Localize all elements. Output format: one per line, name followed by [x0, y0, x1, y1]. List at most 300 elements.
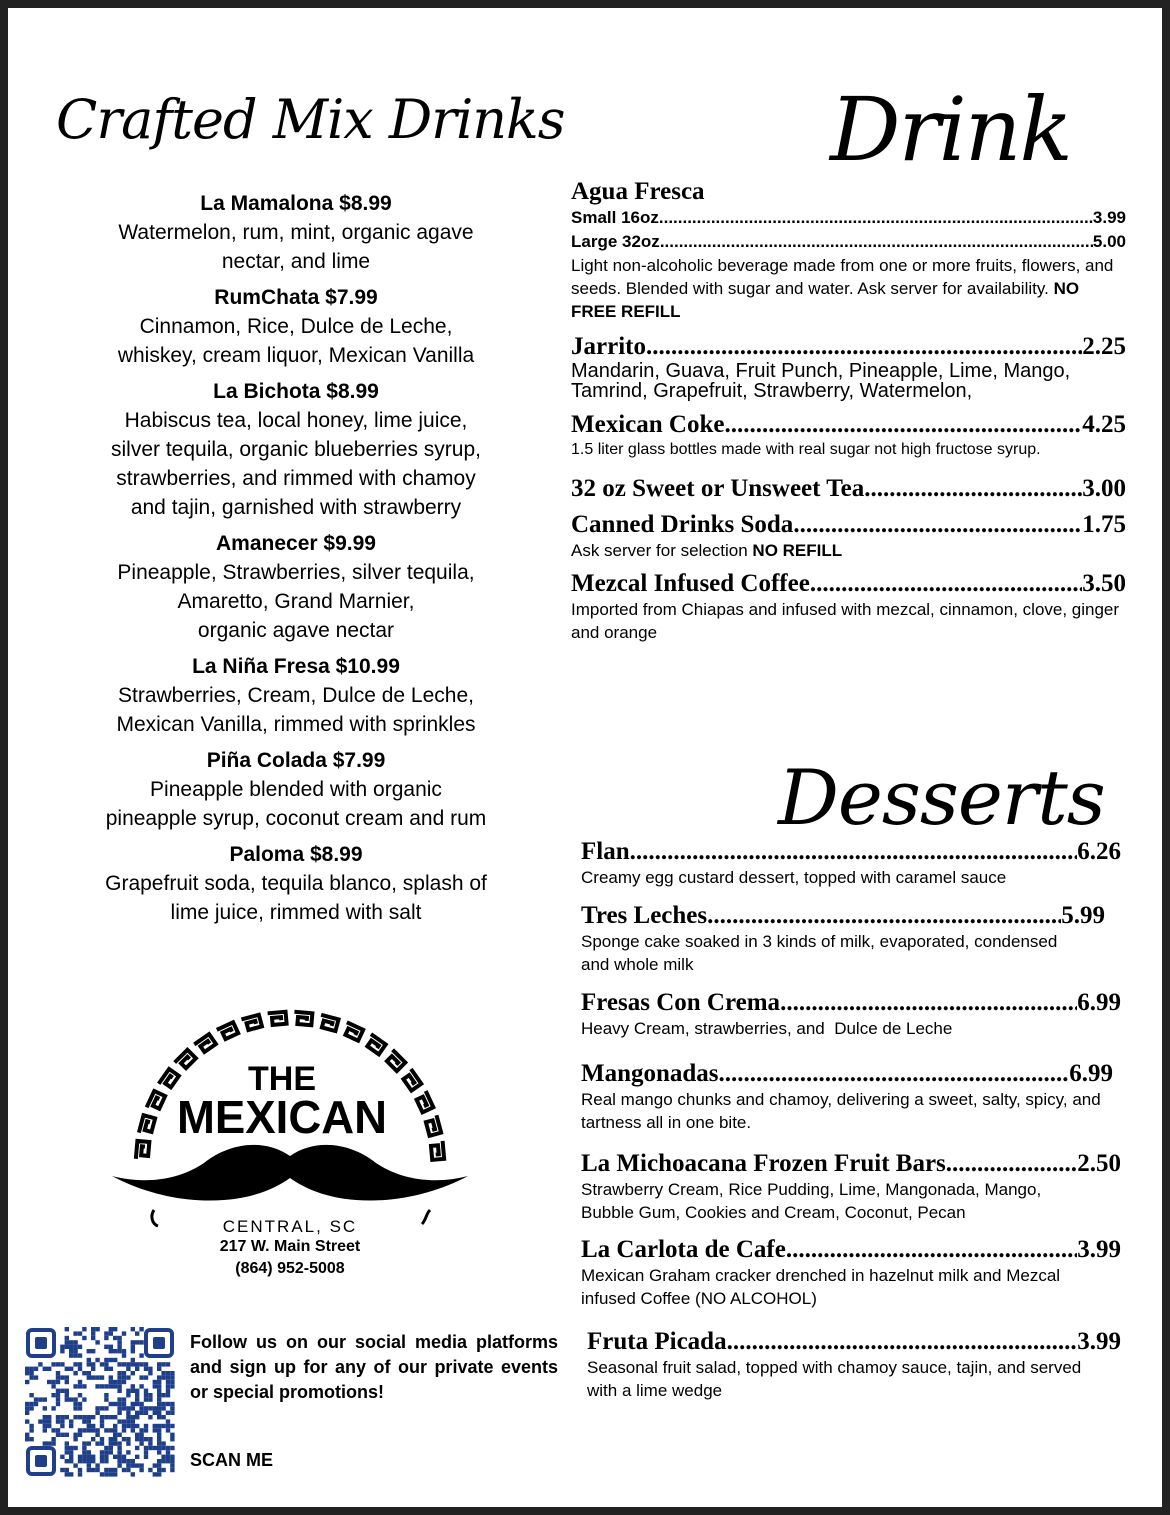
- qr-module: [69, 1367, 73, 1371]
- qr-module: [87, 1468, 91, 1472]
- qr-module: [95, 1375, 99, 1379]
- qr-module: [161, 1371, 165, 1375]
- qr-module: [91, 1424, 95, 1428]
- qr-module: [157, 1433, 161, 1437]
- item-price: 3.00: [1082, 475, 1126, 502]
- qr-module: [139, 1437, 143, 1441]
- qr-module: [122, 1349, 126, 1353]
- qr-module: [65, 1327, 69, 1331]
- qr-module: [73, 1406, 77, 1410]
- dessert-item: [581, 838, 1121, 889]
- qr-module: [95, 1384, 99, 1388]
- qr-module: [87, 1358, 91, 1362]
- qr-module: [91, 1367, 95, 1371]
- agua-desc: [571, 254, 1126, 323]
- qr-module: [73, 1349, 77, 1353]
- item-name: Mexican Coke: [571, 411, 725, 438]
- mix-item-desc-line: and tajin, garnished with strawberry: [130, 496, 462, 519]
- qr-module: [157, 1397, 161, 1401]
- qr-module: [126, 1468, 130, 1472]
- qr-module: [122, 1459, 126, 1463]
- qr-module: [95, 1468, 99, 1472]
- qr-module: [135, 1393, 139, 1397]
- qr-module: [82, 1384, 86, 1388]
- mix-item: [58, 284, 534, 370]
- qr-module: [131, 1419, 135, 1423]
- item-price: 4.25: [1082, 411, 1126, 438]
- qr-module: [104, 1415, 108, 1419]
- meander-key: [384, 1050, 405, 1071]
- qr-module: [29, 1402, 33, 1406]
- dessert-row: [581, 1150, 1121, 1178]
- qr-module: [87, 1419, 91, 1423]
- qr-module: [73, 1397, 77, 1401]
- qr-module: [117, 1459, 121, 1463]
- qr-module: [100, 1441, 104, 1445]
- qr-module: [126, 1389, 130, 1393]
- dessert-item: [581, 1236, 1121, 1310]
- mix-item-desc-line: Cinnamon, Rice, Dulce de Leche,: [139, 315, 453, 338]
- qr-module: [161, 1441, 165, 1445]
- mix-item-desc-line: Habiscus tea, local honey, lime juice,: [124, 409, 468, 432]
- qr-module: [117, 1450, 121, 1454]
- qr-module: [100, 1455, 104, 1459]
- qr-module: [139, 1375, 143, 1379]
- qr-module: [51, 1406, 55, 1410]
- qr-module: [73, 1340, 77, 1344]
- qr-module: [60, 1362, 64, 1366]
- mix-item: [58, 653, 534, 739]
- qr-module: [153, 1406, 157, 1410]
- qr-module: [144, 1428, 148, 1432]
- meander-key: [401, 1069, 421, 1091]
- qr-module: [166, 1380, 170, 1384]
- qr-module: [139, 1441, 143, 1445]
- qr-module: [73, 1463, 77, 1467]
- qr-module: [73, 1402, 77, 1406]
- canned-desc-text: Ask server for selection: [571, 541, 748, 560]
- qr-module: [38, 1397, 42, 1401]
- qr-module: [131, 1345, 135, 1349]
- qr-module: [131, 1349, 135, 1353]
- qr-module: [122, 1371, 126, 1375]
- qr-module: [161, 1446, 165, 1450]
- qr-module: [113, 1336, 117, 1340]
- qr-module: [166, 1362, 170, 1366]
- desserts-title: Desserts: [778, 753, 1105, 842]
- qr-module: [122, 1419, 126, 1423]
- meander-key: [175, 1050, 196, 1071]
- mix-drinks-title: Crafted Mix Drinks: [56, 88, 565, 151]
- qr-module: [82, 1371, 86, 1375]
- qr-module: [91, 1459, 95, 1463]
- item-price: 3.50: [1082, 570, 1126, 597]
- qr-module: [95, 1358, 99, 1362]
- qr-module: [113, 1455, 117, 1459]
- qr-module: [78, 1455, 82, 1459]
- qr-module: [65, 1393, 69, 1397]
- qr-module: [109, 1349, 113, 1353]
- qr-module: [166, 1375, 170, 1379]
- qr-module: [69, 1459, 73, 1463]
- qr-module: [104, 1450, 108, 1454]
- item-price: 1.75: [1082, 511, 1126, 538]
- qr-module: [153, 1380, 157, 1384]
- qr-module: [65, 1340, 69, 1344]
- qr-module: [122, 1455, 126, 1459]
- meander-key: [364, 1034, 386, 1054]
- size-label: Small 16oz: [571, 208, 659, 227]
- qr-module: [126, 1441, 130, 1445]
- qr-module: [29, 1367, 33, 1371]
- qr-module: [51, 1362, 55, 1366]
- qr-module: [135, 1411, 139, 1415]
- qr-module: [144, 1375, 148, 1379]
- qr-module: [104, 1455, 108, 1459]
- item-name: Tres Leches: [581, 902, 708, 929]
- qr-module: [117, 1397, 121, 1401]
- qr-module: [109, 1375, 113, 1379]
- qr-module: [51, 1437, 55, 1441]
- qr-module: [100, 1450, 104, 1454]
- qr-module: [34, 1402, 38, 1406]
- qr-module: [131, 1459, 135, 1463]
- qr-module: [104, 1384, 108, 1388]
- qr-module: [109, 1402, 113, 1406]
- dessert-row: [587, 1328, 1121, 1356]
- qr-module: [117, 1349, 121, 1353]
- qr-module: [113, 1327, 117, 1331]
- qr-module: [95, 1340, 99, 1344]
- qr-module: [126, 1362, 130, 1366]
- qr-module: [135, 1455, 139, 1459]
- qr-module: [104, 1345, 108, 1349]
- qr-module: [34, 1367, 38, 1371]
- qr-module: [100, 1415, 104, 1419]
- qr-module: [51, 1441, 55, 1445]
- qr-module: [104, 1468, 108, 1472]
- qr-module: [73, 1433, 77, 1437]
- qr-module: [82, 1455, 86, 1459]
- mix-item-desc-line: whiskey, cream liquor, Mexican Vanilla: [117, 344, 475, 367]
- qr-module: [60, 1424, 64, 1428]
- qr-module: [126, 1424, 130, 1428]
- qr-module: [25, 1419, 29, 1423]
- qr-module: [56, 1402, 60, 1406]
- qr-module: [117, 1406, 121, 1410]
- item-name: Mangonadas: [581, 1060, 719, 1087]
- qr-module: [126, 1367, 130, 1371]
- qr-module: [170, 1371, 174, 1375]
- meander-key: [217, 1022, 238, 1040]
- item-price: 6.26: [1077, 838, 1121, 865]
- qr-module: [139, 1327, 143, 1331]
- qr-module: [117, 1441, 121, 1445]
- qr-module: [161, 1459, 165, 1463]
- qr-module: [170, 1406, 174, 1410]
- qr-module: [113, 1349, 117, 1353]
- qr-module: [78, 1472, 82, 1476]
- qr-module: [148, 1437, 152, 1441]
- qr-module: [29, 1437, 33, 1441]
- qr-module: [91, 1362, 95, 1366]
- decor-left-icon: [152, 1210, 158, 1226]
- coke-desc: 1.5 liter glass bottles made with real sugar not high fructose syrup.: [571, 441, 1041, 458]
- item-price: 3.99: [1077, 1236, 1121, 1263]
- qr-module: [43, 1424, 47, 1428]
- qr-module: [73, 1362, 77, 1366]
- qr-module: [166, 1446, 170, 1450]
- qr-module: [78, 1353, 82, 1357]
- qr-module: [51, 1380, 55, 1384]
- qr-code-icon[interactable]: [24, 1326, 176, 1478]
- qr-module: [73, 1331, 77, 1335]
- qr-module: [122, 1362, 126, 1366]
- qr-module: [95, 1463, 99, 1467]
- qr-module: [157, 1389, 161, 1393]
- dessert-row: [581, 902, 1105, 930]
- qr-module: [131, 1472, 135, 1476]
- qr-module: [78, 1433, 82, 1437]
- qr-module: [104, 1336, 108, 1340]
- qr-module: [78, 1415, 82, 1419]
- mix-item-name: RumChata $7.99: [214, 286, 378, 309]
- qr-module: [87, 1349, 91, 1353]
- mix-item: [58, 378, 534, 522]
- qr-module: [166, 1411, 170, 1415]
- qr-module: [166, 1371, 170, 1375]
- qr-module: [91, 1349, 95, 1353]
- qr-module: [100, 1362, 104, 1366]
- qr-module: [161, 1455, 165, 1459]
- qr-module: [100, 1375, 104, 1379]
- qr-module: [109, 1446, 113, 1450]
- qr-module: [157, 1437, 161, 1441]
- qr-module: [131, 1406, 135, 1410]
- dessert-item: [581, 1328, 1121, 1402]
- qr-module: [47, 1415, 51, 1419]
- qr-module: [126, 1393, 130, 1397]
- qr-module: [131, 1402, 135, 1406]
- qr-module: [131, 1463, 135, 1467]
- qr-module: [82, 1450, 86, 1454]
- qr-module: [153, 1384, 157, 1388]
- qr-module: [104, 1331, 108, 1335]
- qr-module: [144, 1389, 148, 1393]
- qr-module: [131, 1327, 135, 1331]
- qr-module: [43, 1428, 47, 1432]
- qr-module: [126, 1437, 130, 1441]
- meander-key: [415, 1091, 433, 1112]
- qr-module: [166, 1389, 170, 1393]
- qr-module: [78, 1459, 82, 1463]
- qr-module: [51, 1384, 55, 1388]
- qr-module: [122, 1406, 126, 1410]
- qr-module: [113, 1428, 117, 1432]
- qr-module: [135, 1402, 139, 1406]
- qr-module: [135, 1415, 139, 1419]
- mexican-coke-row: [571, 411, 1126, 439]
- qr-module: [60, 1468, 64, 1472]
- qr-module: [148, 1397, 152, 1401]
- qr-module: [87, 1371, 91, 1375]
- qr-module: [73, 1415, 77, 1419]
- qr-module: [122, 1331, 126, 1335]
- qr-module: [60, 1415, 64, 1419]
- logo-name: MEXICAN: [177, 1091, 387, 1143]
- mix-item-desc-line: Strawberries, Cream, Dulce de Leche,: [118, 684, 474, 707]
- qr-module: [131, 1389, 135, 1393]
- qr-module: [139, 1406, 143, 1410]
- qr-module: [60, 1433, 64, 1437]
- item-name: Jarrito: [571, 333, 646, 360]
- meander-key: [268, 1012, 287, 1026]
- qr-module: [153, 1463, 157, 1467]
- qr-module: [139, 1362, 143, 1366]
- qr-module: [148, 1446, 152, 1450]
- qr-module: [91, 1468, 95, 1472]
- qr-module: [73, 1384, 77, 1388]
- dessert-item: [581, 989, 1121, 1040]
- qr-module: [139, 1402, 143, 1406]
- menu-page: [8, 8, 1162, 1507]
- qr-module: [117, 1340, 121, 1344]
- mustache-icon: [112, 1145, 468, 1201]
- qr-module: [144, 1424, 148, 1428]
- qr-module: [131, 1371, 135, 1375]
- qr-module: [161, 1362, 165, 1366]
- qr-module: [153, 1472, 157, 1476]
- dessert-item: [581, 1150, 1121, 1224]
- meander-key: [431, 1141, 445, 1160]
- qr-module: [170, 1468, 174, 1472]
- qr-module: [166, 1424, 170, 1428]
- qr-module: [122, 1468, 126, 1472]
- qr-module: [56, 1415, 60, 1419]
- dessert-row: [581, 838, 1121, 866]
- qr-module: [56, 1393, 60, 1397]
- qr-module: [144, 1406, 148, 1410]
- dessert-row: [581, 989, 1121, 1017]
- qr-module: [126, 1415, 130, 1419]
- item-name: La Carlota de Cafe: [581, 1236, 786, 1263]
- qr-module: [69, 1450, 73, 1454]
- qr-module: [131, 1424, 135, 1428]
- qr-module: [109, 1367, 113, 1371]
- qr-module: [87, 1428, 91, 1432]
- qr-module: [122, 1375, 126, 1379]
- size-label: Large 32oz: [571, 232, 660, 251]
- qr-module: [157, 1406, 161, 1410]
- jarrito-row: [571, 333, 1126, 361]
- qr-module: [139, 1340, 143, 1344]
- qr-module: [104, 1358, 108, 1362]
- qr-module: [144, 1397, 148, 1401]
- qr-module: [95, 1411, 99, 1415]
- qr-module: [144, 1455, 148, 1459]
- qr-module: [60, 1419, 64, 1423]
- qr-module: [87, 1459, 91, 1463]
- qr-module: [78, 1402, 82, 1406]
- qr-module: [25, 1437, 29, 1441]
- item-name: Mezcal Infused Coffee: [571, 570, 810, 597]
- qr-module: [157, 1441, 161, 1445]
- qr-module: [25, 1380, 29, 1384]
- qr-module: [113, 1402, 117, 1406]
- size-price: 3.99: [1092, 208, 1126, 227]
- qr-module: [69, 1345, 73, 1349]
- qr-module: [29, 1393, 33, 1397]
- item-price: 2.50: [1077, 1150, 1121, 1177]
- qr-module: [109, 1331, 113, 1335]
- qr-module: [104, 1362, 108, 1366]
- qr-module: [78, 1367, 82, 1371]
- mix-item-name: La Bichota $8.99: [213, 380, 379, 403]
- qr-module: [139, 1433, 143, 1437]
- qr-module: [131, 1415, 135, 1419]
- qr-module: [69, 1349, 73, 1353]
- qr-module: [148, 1367, 152, 1371]
- qr-module: [38, 1419, 42, 1423]
- logo-address-block: [104, 1236, 476, 1280]
- qr-module: [117, 1419, 121, 1423]
- qr-module: [69, 1472, 73, 1476]
- qr-module: [117, 1384, 121, 1388]
- qr-module: [157, 1459, 161, 1463]
- meander-key: [342, 1022, 363, 1040]
- meander-key: [139, 1115, 155, 1135]
- meander-key: [241, 1015, 261, 1031]
- agua-fresca-title: Agua Fresca: [571, 178, 705, 205]
- drink-title: Drink: [830, 78, 1071, 181]
- qr-module: [87, 1424, 91, 1428]
- qr-module: [60, 1349, 64, 1353]
- qr-module: [157, 1424, 161, 1428]
- drink-list: [571, 178, 1126, 644]
- qr-module: [87, 1415, 91, 1419]
- qr-module: [148, 1393, 152, 1397]
- qr-module: [135, 1331, 139, 1335]
- qr-module: [47, 1441, 51, 1445]
- qr-module: [87, 1463, 91, 1467]
- qr-module: [56, 1433, 60, 1437]
- qr-module: [157, 1415, 161, 1419]
- qr-module: [144, 1450, 148, 1454]
- qr-module: [47, 1367, 51, 1371]
- qr-module: [65, 1397, 69, 1401]
- qr-module: [78, 1345, 82, 1349]
- qr-module: [170, 1380, 174, 1384]
- qr-module: [170, 1463, 174, 1467]
- item-name: La Michoacana Frozen Fruit Bars: [581, 1150, 946, 1177]
- qr-module: [113, 1384, 117, 1388]
- qr-module: [91, 1331, 95, 1335]
- qr-module: [56, 1428, 60, 1432]
- mix-item-desc-line: organic agave nectar: [197, 619, 395, 642]
- qr-module: [109, 1437, 113, 1441]
- qr-module: [113, 1415, 117, 1419]
- qr-module: [113, 1380, 117, 1384]
- qr-module: [87, 1362, 91, 1366]
- qr-module: [100, 1384, 104, 1388]
- qr-module: [100, 1459, 104, 1463]
- agua-note: NO FREE REFILL: [571, 279, 1080, 321]
- qr-module: [122, 1437, 126, 1441]
- dessert-row: [581, 1236, 1121, 1264]
- qr-module: [60, 1389, 64, 1393]
- qr-module: [65, 1367, 69, 1371]
- mix-item: [58, 190, 534, 276]
